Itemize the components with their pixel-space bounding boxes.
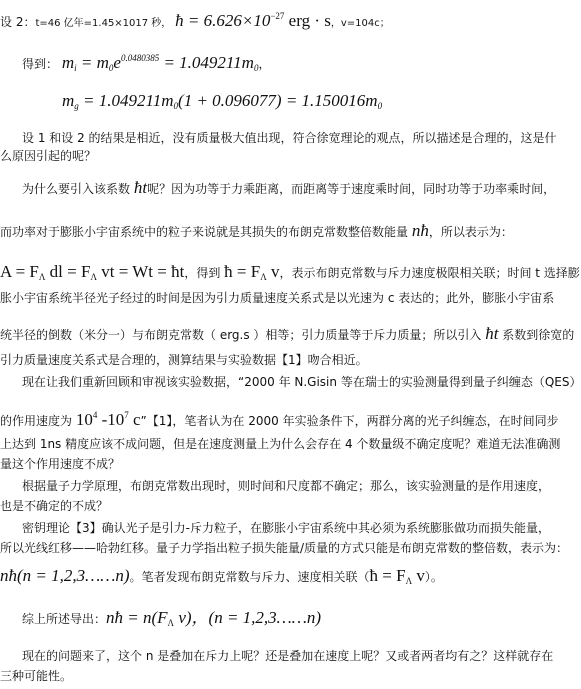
- paragraph-line: $A = F_\Lambda$ dl = $F_\Lambda$ vt = Wt = ħt，得到 ħ = $F_\Lambda$ v，表示布朗克常数与斥力速度极限相关联；时间 t 选择膨: [0, 262, 580, 282]
- result-mg-line: [62, 93, 382, 114]
- hbar-force-equation: ħ = $F_\Lambda$ v: [369, 566, 425, 586]
- paragraph-line: 而功率对于膨胀小宇宙系统中的粒子来说就是其损失的布朗克常数整倍数能量 nħ，所以表示为：: [0, 221, 513, 240]
- hbar-t-symbol: ħt: [485, 324, 499, 343]
- work-equation: $A = F_\Lambda$ dl = $F_\Lambda$ vt = Wt = ħt: [0, 262, 185, 282]
- result-mi-line: 得到： $m_i = m_0e^{0.0480385} = 1.049211m_0$，: [22, 53, 271, 73]
- setup2-v-value: ，v=104c；: [330, 18, 390, 29]
- hbar-force-equation: ħ = $F_\Lambda$ v: [224, 262, 280, 282]
- hbar-t-symbol: ħt: [133, 178, 148, 197]
- mi-equation: $m_i = m_0e^{0.0480385} = 1.049211m_0$: [61, 53, 259, 73]
- paragraph-line: 上达到 1ns 精度应该不成问题，但是在速度测量上为什么会存在 4 个数量级不确定度呢？难道无法准确测: [0, 437, 561, 451]
- setup2-prefix: 设 2：: [0, 15, 36, 29]
- mg-equation: $m_g = 1.049211m_0(1 + 0.096077) = 1.150016m_0$: [62, 91, 383, 111]
- paragraph-line: 量这个作用速度不成？: [0, 457, 121, 471]
- paragraph-line: 三种可能性。: [0, 669, 73, 683]
- n-hbar-symbol: nħ: [411, 221, 429, 240]
- hbar-equation: ħ = $6.626\times 10^{-27}$ erg · s: [175, 11, 331, 30]
- paragraph-line: 所以光线红移——哈勃红移。量子力学指出粒子损失能量/质量的方式只能是布朗克常数的整倍数，表示为：: [0, 541, 569, 555]
- paragraph-line: 综上所述导出：nħ = $n(F_\Lambda$ v)，(n = 1,2,3……n): [22, 608, 322, 628]
- paragraph-line: nħ(n = 1,2,3……n)。笔者发现布朗克常数与斥力、速度相关联（ħ = $F_\Lambda$ v）。: [0, 566, 443, 586]
- paragraph-line: 么原因引起的呢？: [0, 149, 97, 163]
- result-label: 得到：: [22, 57, 59, 71]
- speed-range: $10^4$ $-10^7$ c: [75, 410, 141, 429]
- conclusion-equation: nħ = $n(F_\Lambda$ v)，(n = 1,2,3……n): [106, 608, 322, 628]
- n-hbar-equation: nħ(n = 1,2,3……n): [0, 566, 130, 585]
- setup2-line: [0, 8, 390, 32]
- paragraph-line: 胀小宇宙系统半径光子经过的时间是因为引力质量速度关系式是以光速为 c 表达的；此外，膨胀小宇宙系: [0, 291, 555, 305]
- paragraph-line: 的作用速度为 $10^4$ $-10^7$ c”【1】，笔者认为在 2000 年实验条件下，两群分离的光子纠缠态，在时间同步: [0, 410, 559, 429]
- paragraph-line: 统半径的倒数（米分一）与布朗克常数（ erg.s ）相等；引力质量等于斥力质量；所以引入 ħt 系数到徐宽的: [0, 324, 575, 343]
- paragraph-line: 为什么要引入该系数 ħt呢？因为功等于力乘距离，而距离等于速度乘时间，同时功等于功率乘时间，: [22, 178, 556, 197]
- paragraph-line: 根据量子力学原理，布朗克常数出现时，则时间和尺度都不确定；那么，该实验测量的是作用速度，: [22, 479, 551, 493]
- paragraph-line: 引力质量速度关系式是合理的，测算结果与实验数据【1】吻合相近。: [0, 353, 368, 367]
- paragraph-line: 也是不确定的不成？: [0, 499, 109, 513]
- paragraph-line: 设 1 和设 2 的结果是相近，没有质量极大值出现，符合徐宽理论的观点，所以描述是合理的，这是什: [22, 131, 557, 145]
- paragraph-line: 现在让我们重新回顾和审视该实验数据，“2000 年 N.Gisin 等在瑞士的实验测量得到量子纠缠态（QES）: [22, 375, 581, 389]
- setup2-t-value: t=46 亿年=1.45×1017 秒，: [35, 18, 172, 29]
- paragraph-line: 现在的问题来了，这个 n 是叠加在斥力上呢？还是叠加在速度上呢？又或者两者均有之？这样就存在: [22, 649, 554, 663]
- paragraph-line: 密钥理论【3】确认光子是引力-斥力粒子，在膨胀小宇宙系统中其必须为系统膨胀做功而损失能量，: [22, 521, 550, 535]
